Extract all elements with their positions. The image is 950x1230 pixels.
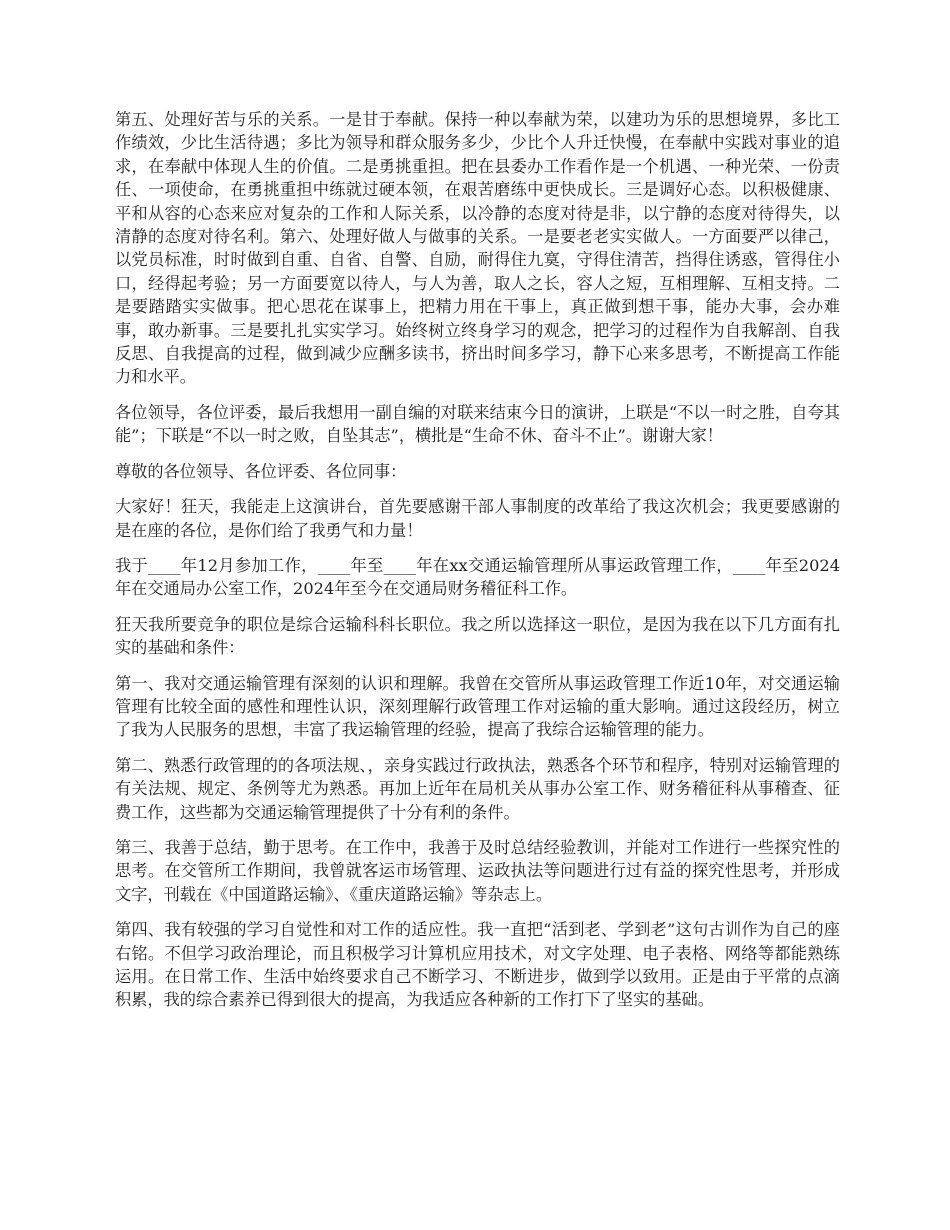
paragraph-2: 各位领导，各位评委，最后我想用一副自编的对联来结束今日的演讲，上联是“不以一时之胜，自夸其能”；下联是“不以一时之败，自坠其志”，横批是“生命不休、奋斗不止”。谢谢大家！ xyxy=(115,402,840,446)
paragraph-9: 第三、我善于总结，勤于思考。在工作中，我善于及时总结经验教训，并能对工作进行一些探究性的思考。在交管所工作期间，我曾就客运市场管理、运政执法等问题进行过有益的探究性思考，并形成文字，刊载在《中国道路运输》、《重庆道路运输》等杂志上。 xyxy=(115,837,840,904)
paragraph-7: 第一、我对交通运输管理有深刻的认识和理解。我曾在交管所从事运政管理工作近10年，对交通运输管理有比较全面的感性和理性认识，深刻理解行政管理工作对运输的重大影响。通过这段经历，树立了我为人民服务的思想，丰富了我运输管理的经验，提高了我综合运输管理的能力。 xyxy=(115,673,840,740)
document-body xyxy=(115,108,840,1024)
paragraph-8: 第二、熟悉行政管理的的各项法规、，亲身实践过行政执法，熟悉各个环节和程序，特别对运输管理的有关法规、规定、条例等尤为熟悉。再加上近年在局机关从事办公室工作、财务稽征科从事稽查、征费工作，这些都为交通运输管理提供了十分有利的条件。 xyxy=(115,755,840,822)
paragraph-1: 第五、处理好苦与乐的关系。一是甘于奉献。保持一种以奉献为荣，以建功为乐的思想境界，多比工作绩效，少比生活待遇；多比为领导和群众服务多少，少比个人升迁快慢，在奉献中实践对事业的追求，在奉献中体现人生的价值。二是勇挑重担。把在县委办工作看作是一个机遇、一种光荣、一份责任、一项使命，在勇挑重担中练就过硬本领，在艰苦磨练中更快成长。三是调好心态。以积极健康、平和从容的心态来应对复杂的工作和人际关系，以冷静的态度对待是非，以宁静的态度对待得失，以清静的态度对待名利。第六、处理好做人与做事的关系。一是要老老实实做人。一方面要严以律己，以党员标准，时时做到自重、自省、自警、自励，耐得住九寞，守得住清苦，挡得住诱惑，管得住小口，经得起考验；另一方面要宽以待人，与人为善，取人之长，容人之短，互相理解、互相支持。二是要踏踏实实做事。把心思花在谋事上，把精力用在干事上，真正做到想干事，能办大事，会办难事，敢办新事。三是要扎扎实实学习。始终树立终身学习的观念，把学习的过程作为自我解剖、自我反思、自我提高的过程，做到减少应酬多读书，挤出时间多学习，静下心来多思考，不断提高工作能力和水平。 xyxy=(115,110,840,387)
paragraph-6: 狂天我所要竞争的职位是综合运输科科长职位。我之所以选择这一职位，是因为我在以下几方面有扎实的基础和条件： xyxy=(115,614,840,658)
paragraph-4: 大家好！狂天，我能走上这演讲台，首先要感谢干部人事制度的改革给了我这次机会；我更要感谢的是在座的各位，是你们给了我勇气和力量！ xyxy=(115,497,840,540)
paragraph-10: 第四、我有较强的学习自觉性和对工作的适应性。我一直把“活到老、学到老”这句古训作为自己的座右铭。不但学习政治理论，而且积极学习计算机应用技术，对文字处理、电子表格、网络等都能熟练运用。在日常工作、生活中始终要求自己不断学习、不断进步，做到学以致用。正是由于平常的点滴积累，我的综合素养已得到很大的提高，为我适应各种新的工作打下了坚实的基础。 xyxy=(115,920,840,1010)
paragraph-3: 尊敬的各位领导、各位评委、各位同事： xyxy=(115,461,407,481)
paragraph-5: 我于____年12月参加工作，____年至____年在xx交通运输管理所从事运政管理工作，____年至2024年在交通局办公室工作，2024年至今在交通局财务稽征科工作。 xyxy=(115,555,840,599)
